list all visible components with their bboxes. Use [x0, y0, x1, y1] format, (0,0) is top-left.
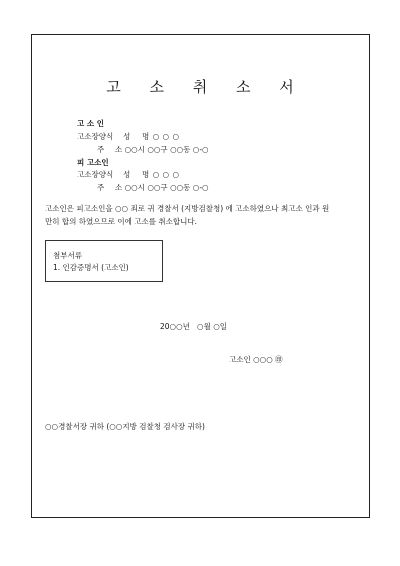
accused-heading: 피 고소인: [77, 158, 109, 167]
withdrawal-statement: [45, 202, 357, 228]
signature-line: 고소인 ○○○ ㊞: [229, 355, 283, 364]
accused-address-label: 주: [97, 183, 105, 192]
complainant-name-value: 명 ○ ○ ○: [142, 132, 180, 141]
complainant-name-field: 성: [123, 132, 131, 141]
complainant-heading: 고 소 인: [77, 119, 104, 128]
attachments-heading: 첨부서류: [53, 251, 82, 260]
accused-address-value: 소 ○○시 ○○구 ○○동 ○-○: [115, 183, 209, 192]
attachment-item: 1. 인감증명서 (고소인): [53, 263, 129, 272]
document-title: 고 소 취 소 서: [106, 78, 306, 96]
statement-line-1: 고소인은 피고소인을 ○○ 죄로 귀 경찰서 (지방검찰청) 에 고소하였으나 최고소 인과 원: [45, 204, 330, 213]
complainant-address-label: 주: [97, 145, 105, 154]
complainant-name-label: 고소장양식: [77, 132, 114, 141]
accused-name-field: 성: [123, 170, 131, 179]
document-date: 20○○년 ○월 ○일: [160, 322, 227, 331]
addressee-line: ○○경찰서장 귀하 (○○지방 검찰청 검사장 귀하): [45, 422, 205, 431]
accused-name-value: 명 ○ ○ ○: [142, 170, 180, 179]
attachments-box: [45, 240, 163, 282]
accused-name-label: 고소장양식: [77, 170, 114, 179]
statement-line-2: 만히 합의 하였으므로 이에 고소를 취소합니다.: [45, 217, 197, 226]
complainant-address-value: 소 ○○시 ○○구 ○○동 ○-○: [115, 145, 209, 154]
